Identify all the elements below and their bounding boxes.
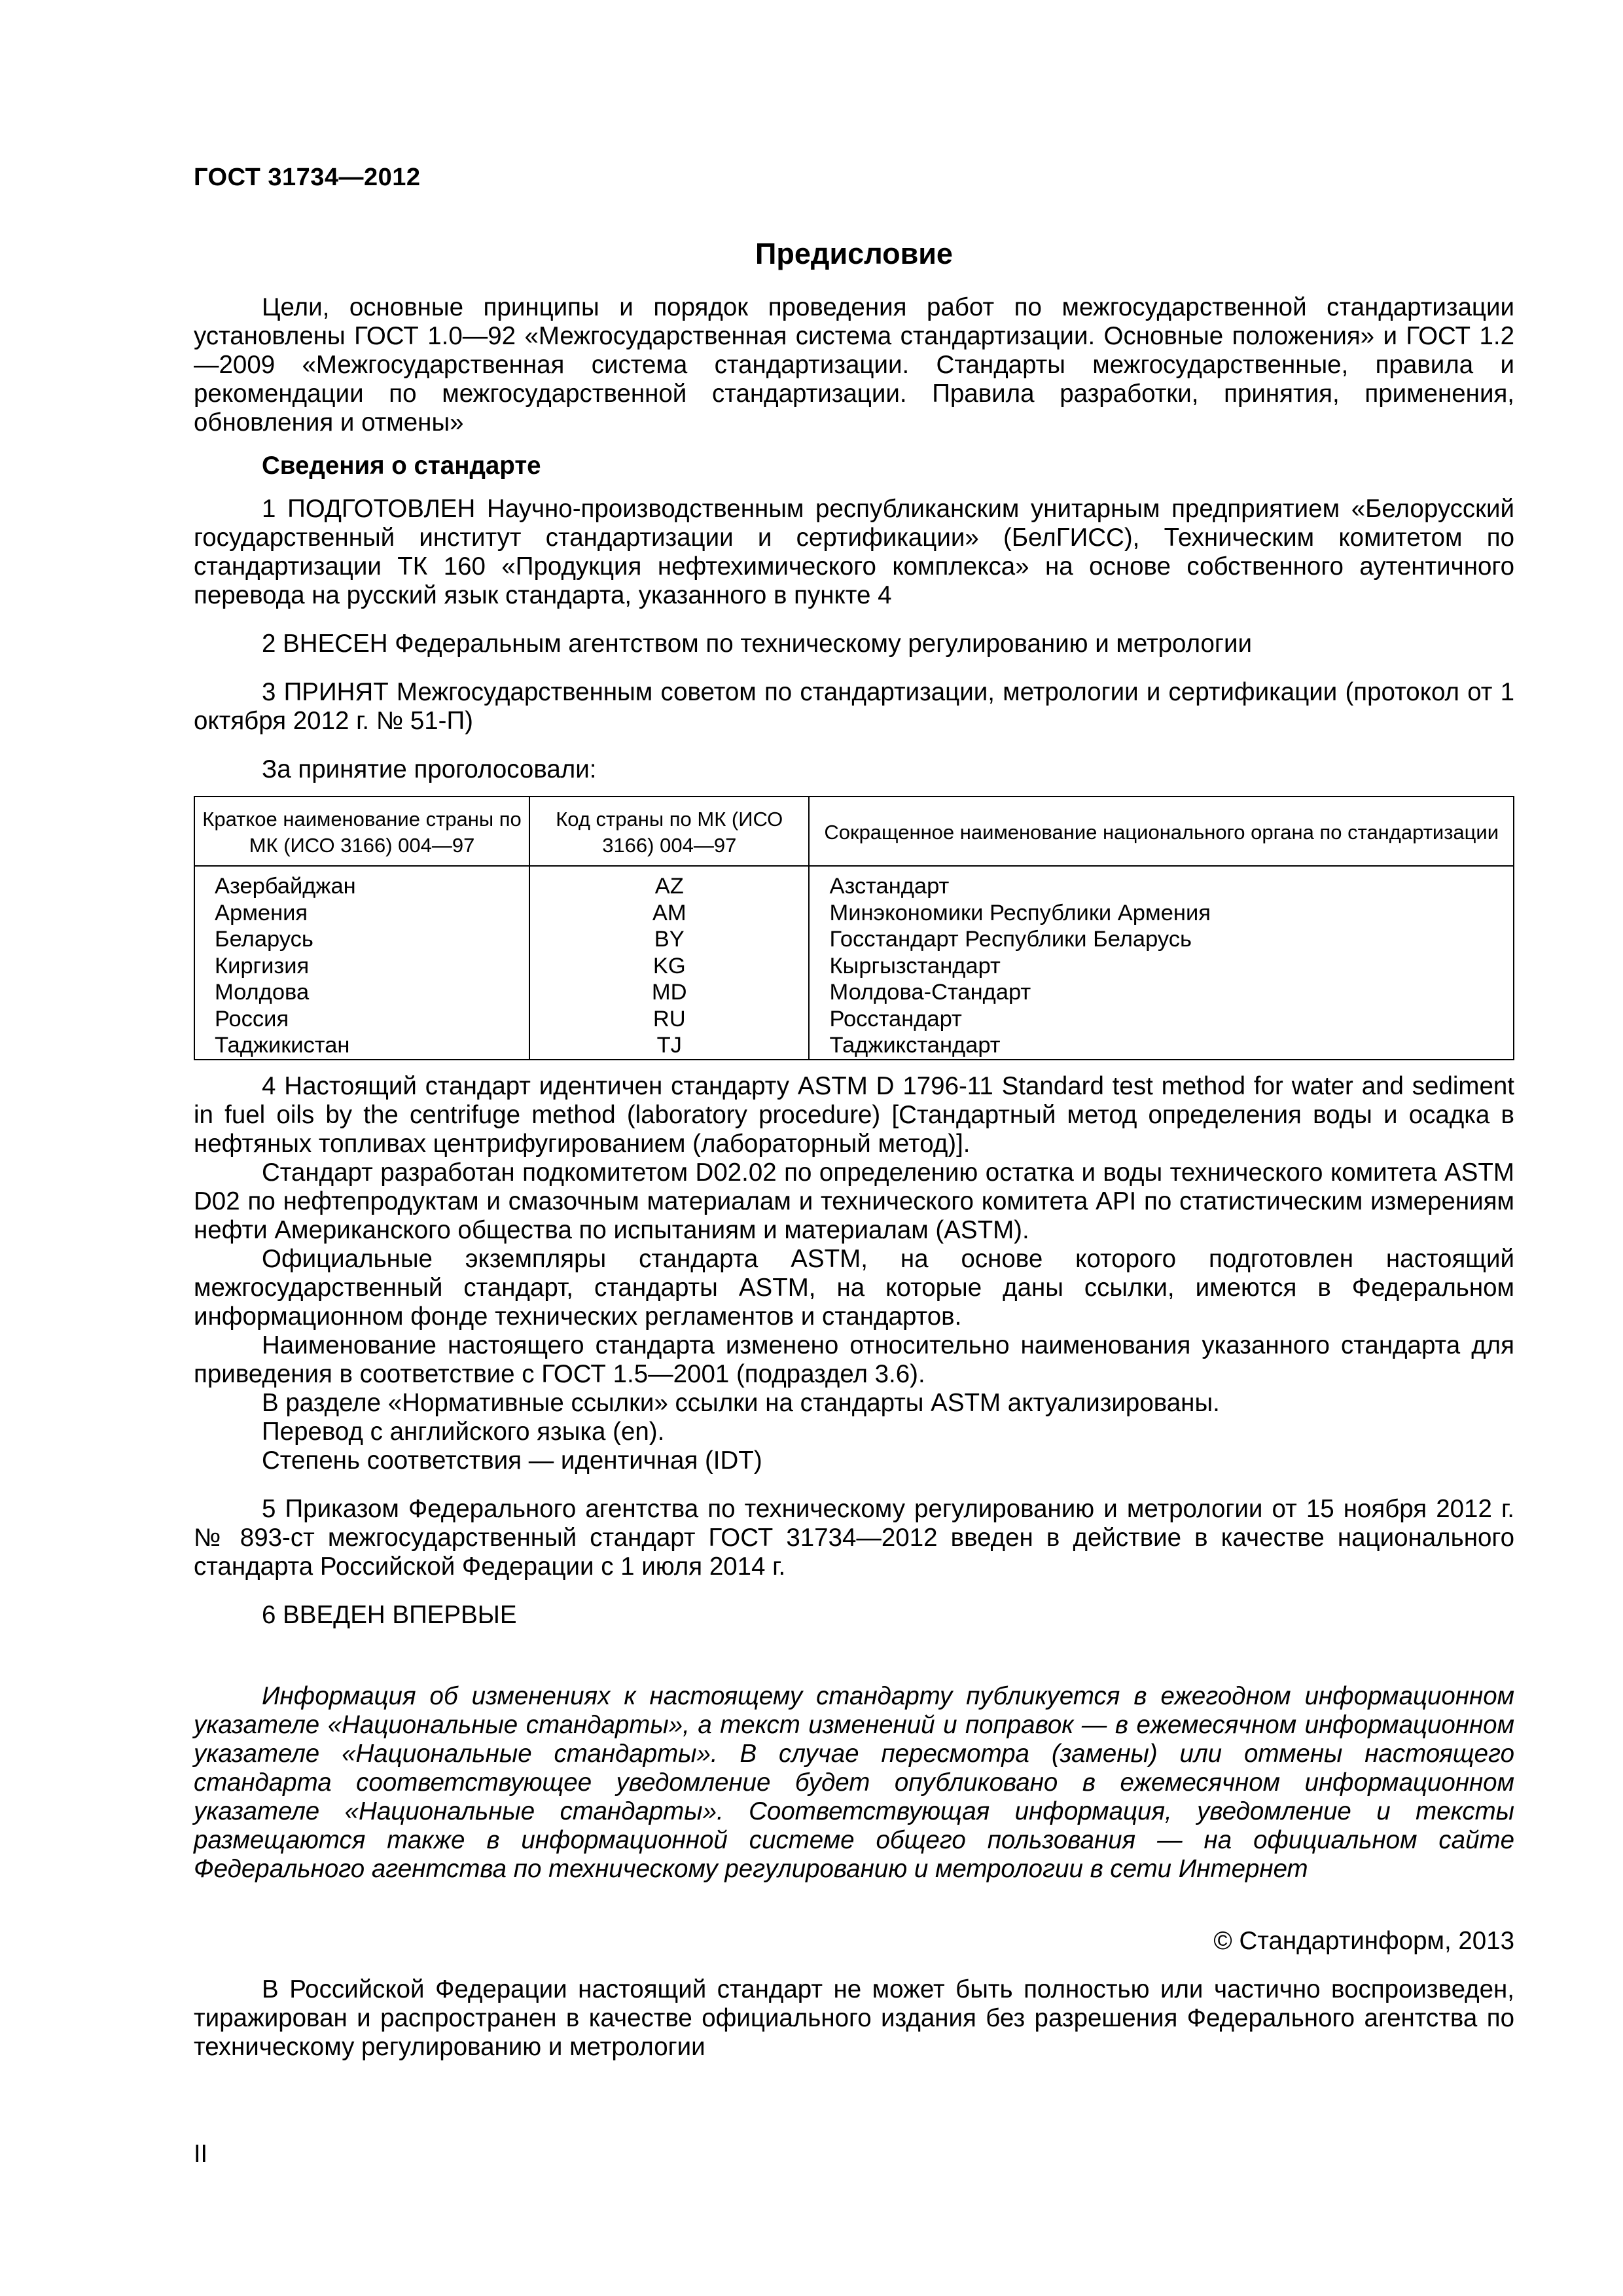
item-2: 2 ВНЕСЕН Федеральным агентством по техническому регулированию и метрологии bbox=[262, 630, 1252, 658]
page-number: II bbox=[194, 2140, 208, 2168]
country-code: BY bbox=[529, 926, 809, 953]
item-4: 4 Настоящий стандарт идентичен стандарту ASTM D 1796-11 Standard test method for water and sediment in fuel oils by the centrifuge method (laboratory procedure) [Стандартный метод определения воды и осадка в нефтяных топливах центрифугированием (лабораторный метод)]. bbox=[194, 1071, 1514, 1158]
country-code: RU bbox=[529, 1006, 809, 1033]
country-name: Молдова bbox=[194, 979, 529, 1006]
country-code: AM bbox=[529, 900, 809, 927]
table-row bbox=[194, 900, 1514, 927]
table-row bbox=[194, 866, 1514, 900]
item-1: 1 ПОДГОТОВЛЕН Научно-производственным республиканским унитарным предприятием «Белорусский государственный институт стандартизации и сертификации» (БелГИСС), Техническим комитетом по стандартизации ТК 160 «Продукция нефтехимического комплекса» на основе собственного аутентичного перевода на русский язык стандарта, указанного в пункте 4 bbox=[194, 495, 1514, 609]
item-4-name-change: Наименование настоящего стандарта изменено относительно наименования указанного стандарта для приведения в соответствие с ГОСТ 1.5—2001 (подраздел 3.6). bbox=[194, 1331, 1514, 1388]
copyright: © Стандартинформ, 2013 bbox=[1213, 1926, 1514, 1955]
country-name: Беларусь bbox=[194, 926, 529, 953]
item-4-translation: Перевод с английского языка (en). bbox=[262, 1417, 665, 1446]
table-header-row bbox=[194, 797, 1514, 866]
item-4-conformity: Степень соответствия — идентичная (IDT) bbox=[262, 1446, 762, 1475]
country-name: Таджикистан bbox=[194, 1032, 529, 1060]
table-row bbox=[194, 979, 1514, 1006]
national-body: Госстандарт Республики Беларусь bbox=[809, 926, 1514, 953]
item-4-developer: Стандарт разработан подкомитетом D02.02 по определению остатка и воды технического комитета ASTM D02 по нефтепродуктам и смазочным материалам и технического комитета API по статистическим измерениям нефти Американского общества по испытаниям и материалам (ASTM). bbox=[194, 1158, 1514, 1244]
header-national-body: Сокращенное наименование национального органа по стандартизации bbox=[809, 797, 1514, 866]
country-name: Армения bbox=[194, 900, 529, 927]
voted-label: За принятие проголосовали: bbox=[262, 755, 597, 783]
table-row bbox=[194, 926, 1514, 953]
country-name: Азербайджан bbox=[194, 866, 529, 900]
table-row bbox=[194, 1032, 1514, 1060]
reproduction-notice: В Российской Федерации настоящий стандарт не может быть полностью или частично воспроизведен, тиражирован и распространен в качестве официального издания без разрешения Федерального агентства по техническому регулированию и метрологии bbox=[194, 1975, 1514, 2061]
national-body: Молдова-Стандарт bbox=[809, 979, 1514, 1006]
country-name: Россия bbox=[194, 1006, 529, 1033]
national-body: Таджикстандарт bbox=[809, 1032, 1514, 1060]
national-body: Минэкономики Республики Армения bbox=[809, 900, 1514, 927]
changes-notice bbox=[194, 1682, 1514, 1884]
header-country-name: Краткое наименование страны по МК (ИСО 3166) 004—97 bbox=[194, 797, 529, 866]
document-id: ГОСТ 31734—2012 bbox=[194, 164, 421, 191]
standard-info-heading: Сведения о стандарте bbox=[262, 452, 541, 480]
item-4-references: В разделе «Нормативные ссылки» ссылки на стандарты ASTM актуализированы. bbox=[262, 1388, 1220, 1417]
foreword-body bbox=[194, 293, 1514, 2062]
country-name: Киргизия bbox=[194, 953, 529, 980]
country-code: MD bbox=[529, 979, 809, 1006]
table-row bbox=[194, 1006, 1514, 1033]
item-4-official-copies: Официальные экземпляры стандарта ASTM, на основе которого подготовлен настоящий межгосударственный стандарт, стандарты ASTM, на которые даны ссылки, имеются в Федеральном информационном фонде технических регламентов и стандартов. bbox=[194, 1244, 1514, 1331]
voting-table bbox=[194, 796, 1514, 1060]
changes-notice-text: Информация об изменениях к настоящему стандарту публикуется в ежегодном информационном указателе «Национальные стандарты», а текст изменений и поправок — в ежемесячном информационном указателе «Национальные стандарты». В случае пересмотра (замены) или отмены настоящего стандарта соответствующее уведомление будет опубликовано в ежемесячном информационном указателе «Национальные стандарты». Соответствующая информация, уведомление и тексты размещаются также в информационной системе общего пользования — на официальном сайте Федерального агентства по техническому регулированию и метрологии в сети Интернет bbox=[194, 1681, 1514, 1883]
country-code: KG bbox=[529, 953, 809, 980]
item-3: 3 ПРИНЯТ Межгосударственным советом по стандартизации, метрологии и сертификации (протокол от 1 октября 2012 г. № 51-П) bbox=[194, 678, 1514, 735]
item-6: 6 ВВЕДЕН ВПЕРВЫЕ bbox=[262, 1600, 517, 1629]
intro-paragraph: Цели, основные принципы и порядок проведения работ по межгосударственной стандартизации установлены ГОСТ 1.0—92 «Межгосударственная система стандартизации. Основные положения» и ГОСТ 1.2—2009 «Межгосударственная система стандартизации. Стандарты межгосударственные, правила и рекомендации по межгосударственной стандартизации. Правила разработки, принятия, применения, обновления и отмены» bbox=[194, 293, 1514, 437]
item-5: 5 Приказом Федерального агентства по техническому регулированию и метрологии от 15 ноября 2012 г. № 893-ст межгосударственный стандарт ГОСТ 31734—2012 введен в действие в качестве национального стандарта Российской Федерации с 1 июля 2014 г. bbox=[194, 1494, 1514, 1581]
country-code: TJ bbox=[529, 1032, 809, 1060]
national-body: Азстандарт bbox=[809, 866, 1514, 900]
table-row bbox=[194, 953, 1514, 980]
national-body: Кыргызстандарт bbox=[809, 953, 1514, 980]
national-body: Росстандарт bbox=[809, 1006, 1514, 1033]
header-country-code: Код страны по МК (ИСО 3166) 004—97 bbox=[529, 797, 809, 866]
country-code: AZ bbox=[529, 866, 809, 900]
page-title: Предисловие bbox=[755, 237, 953, 270]
